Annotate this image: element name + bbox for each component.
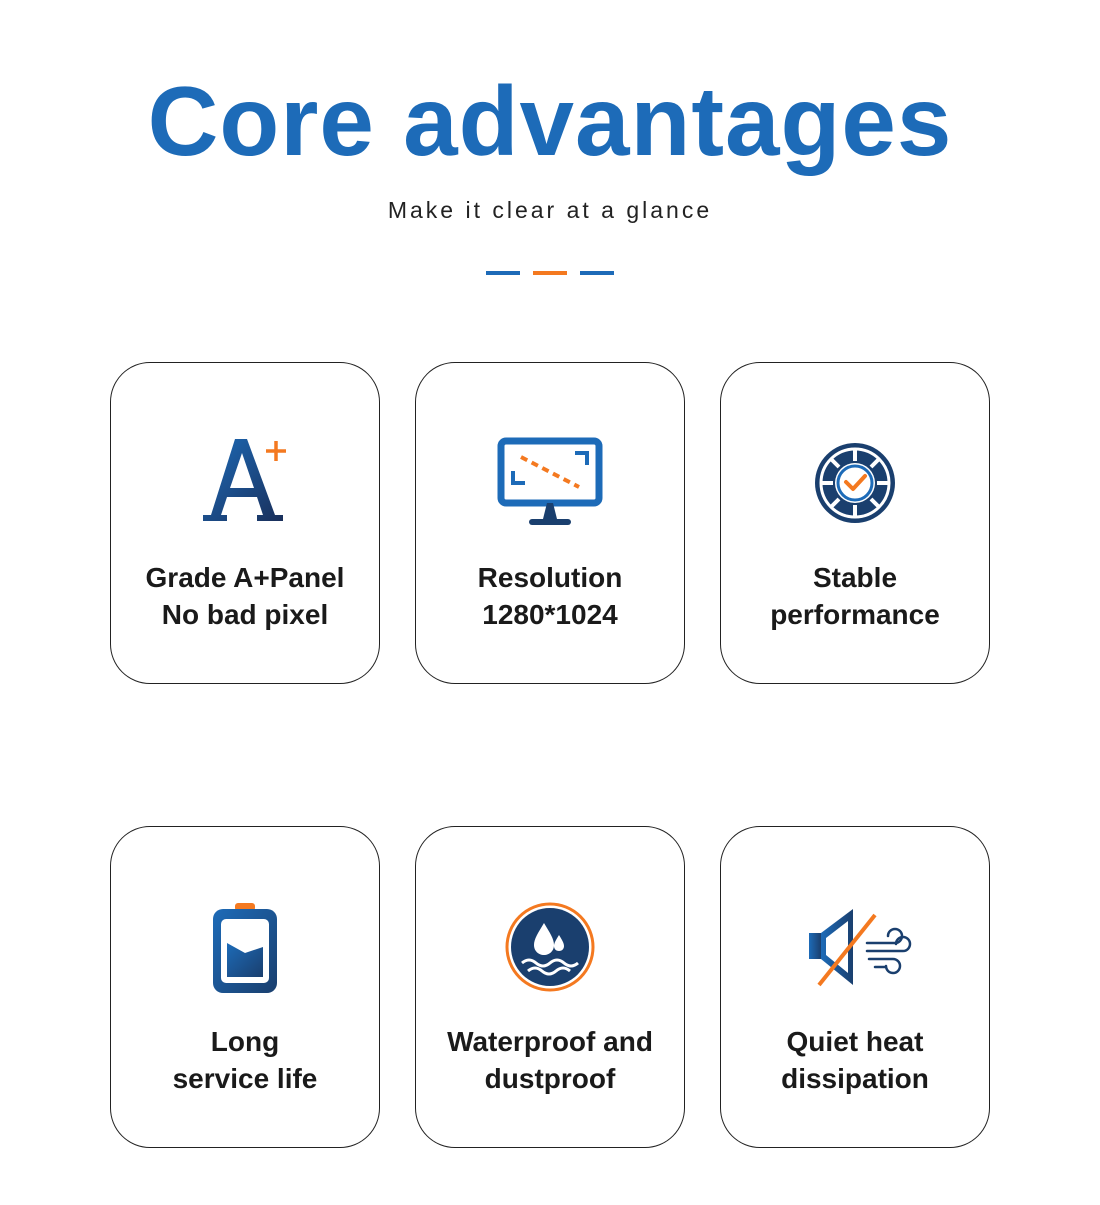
monitor-resolution-icon (416, 433, 684, 533)
feature-card-grade-a (110, 362, 380, 684)
battery-icon (111, 897, 379, 997)
feature-card-quiet (720, 826, 990, 1148)
feature-label-line2: No bad pixel (161, 599, 329, 630)
page-subtitle: Make it clear at a glance (387, 197, 713, 223)
feature-card-waterproof (415, 826, 685, 1148)
divider-dash-left (486, 271, 520, 275)
feature-card-resolution (415, 362, 685, 684)
divider-dash-right (580, 271, 614, 275)
feature-label-line1: Resolution (477, 562, 623, 593)
feature-label-line2: dissipation (781, 1063, 929, 1094)
feature-label-line1: Quiet heat (786, 1026, 924, 1057)
page-title: Core advantages (147, 66, 953, 176)
feature-label-line1: Grade A+Panel (145, 562, 345, 593)
feature-label-line2: service life (172, 1063, 318, 1094)
feature-card-stable (720, 362, 990, 684)
speaker-mute-wind-icon (721, 897, 989, 997)
gauge-check-icon (721, 433, 989, 533)
feature-label-line1: Long (210, 1026, 280, 1057)
water-drop-icon (416, 897, 684, 997)
divider-dash-middle (533, 271, 567, 275)
feature-label-line2: 1280*1024 (482, 599, 618, 630)
feature-label-line2: dustproof (484, 1063, 616, 1094)
grade-a-plus-icon (111, 433, 379, 533)
feature-label-line2: performance (770, 599, 940, 630)
feature-label-line1: Stable (812, 562, 898, 593)
feature-label-line1: Waterproof and (447, 1026, 653, 1057)
feature-card-service-life (110, 826, 380, 1148)
